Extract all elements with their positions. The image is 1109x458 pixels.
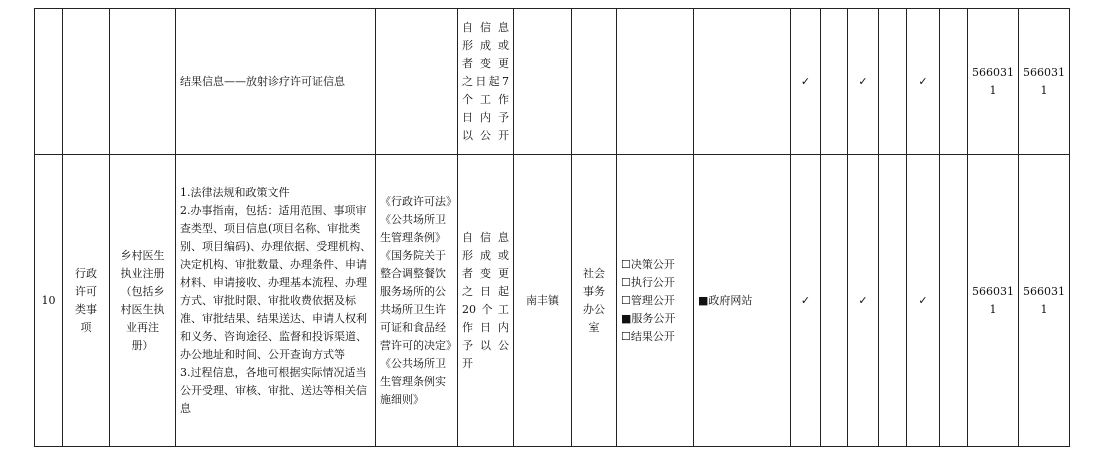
code-cell: 566031 1: [1019, 9, 1070, 155]
department-cell: 社会 事务 办公 室: [572, 155, 617, 447]
item-cell: [110, 9, 176, 155]
subject-cell: [514, 9, 572, 155]
row-number-cell: 10: [35, 155, 63, 447]
basis-cell: [376, 9, 458, 155]
basis-cell: 《行政许可法》《公共场所卫生管理条例》《国务院关于整合调整餐饮服务场所的公共场所卫生许可证和食品经营许可的决定》《公共场所卫生管理条例实施细则》: [376, 155, 458, 447]
row-number-cell: [35, 9, 63, 155]
category-cell: [63, 9, 110, 155]
disclosure-level-cell: ☐决策公开 ☐执行公开 ☐管理公开 ■服务公开 ☐结果公开: [617, 155, 694, 447]
check-mark-cell: ✓: [907, 155, 940, 447]
code-cell: 566031 1: [1019, 155, 1070, 447]
check-mark-cell: ✓: [907, 9, 940, 155]
check-mark-cell: ✓: [848, 9, 879, 155]
code-cell: 566031 1: [968, 155, 1019, 447]
disclosure-table: [34, 8, 1070, 447]
check-mark-cell: [940, 9, 968, 155]
check-mark-cell: [879, 155, 907, 447]
check-mark-cell: [821, 155, 848, 447]
category-cell: 行政 许可 类事 项: [63, 155, 110, 447]
check-mark-cell: [821, 9, 848, 155]
item-cell: 乡村医生 执业注册 （包括乡 村医生执 业再注 册）: [110, 155, 176, 447]
content-cell: 1.法律法规和政策文件 2.办事指南，包括：适用范围、事项审查类型、项目信息(项目名称、审批类别、项目编码)、办理依据、受理机构、决定机构、审批数量、办理条件、申请材料、申请接收、办理基本流程、办理方式、审批时限、审批收费依据及标准、审批结果、结果送达、申请人权利和义务、咨询途径、监督和投诉渠道、办公地址和时间、公开查询方式等 3.过程信息，各地可根据实际情况适当公开受理、审核、审批、送达等相关信息: [176, 155, 376, 447]
table-row: [35, 155, 1070, 447]
check-mark-cell: ✓: [848, 155, 879, 447]
table-row: [35, 9, 1070, 155]
subject-cell: 南丰镇: [514, 155, 572, 447]
check-mark-cell: [940, 155, 968, 447]
timeline-cell: 自信息 形成或 者变更 之日起 20个工 作日内 予以公 开: [458, 155, 514, 447]
content-cell: 结果信息——放射诊疗许可证信息: [176, 9, 376, 155]
department-cell: [572, 9, 617, 155]
check-mark-cell: ✓: [791, 155, 821, 447]
check-mark-cell: ✓: [791, 9, 821, 155]
check-mark-cell: [879, 9, 907, 155]
channel-cell: [694, 9, 791, 155]
disclosure-level-cell: [617, 9, 694, 155]
code-cell: 566031 1: [968, 9, 1019, 155]
timeline-cell: 自信息 形成或 者变更 之日起7 个工作 日内予 以公开: [458, 9, 514, 155]
channel-cell: ■政府网站: [694, 155, 791, 447]
